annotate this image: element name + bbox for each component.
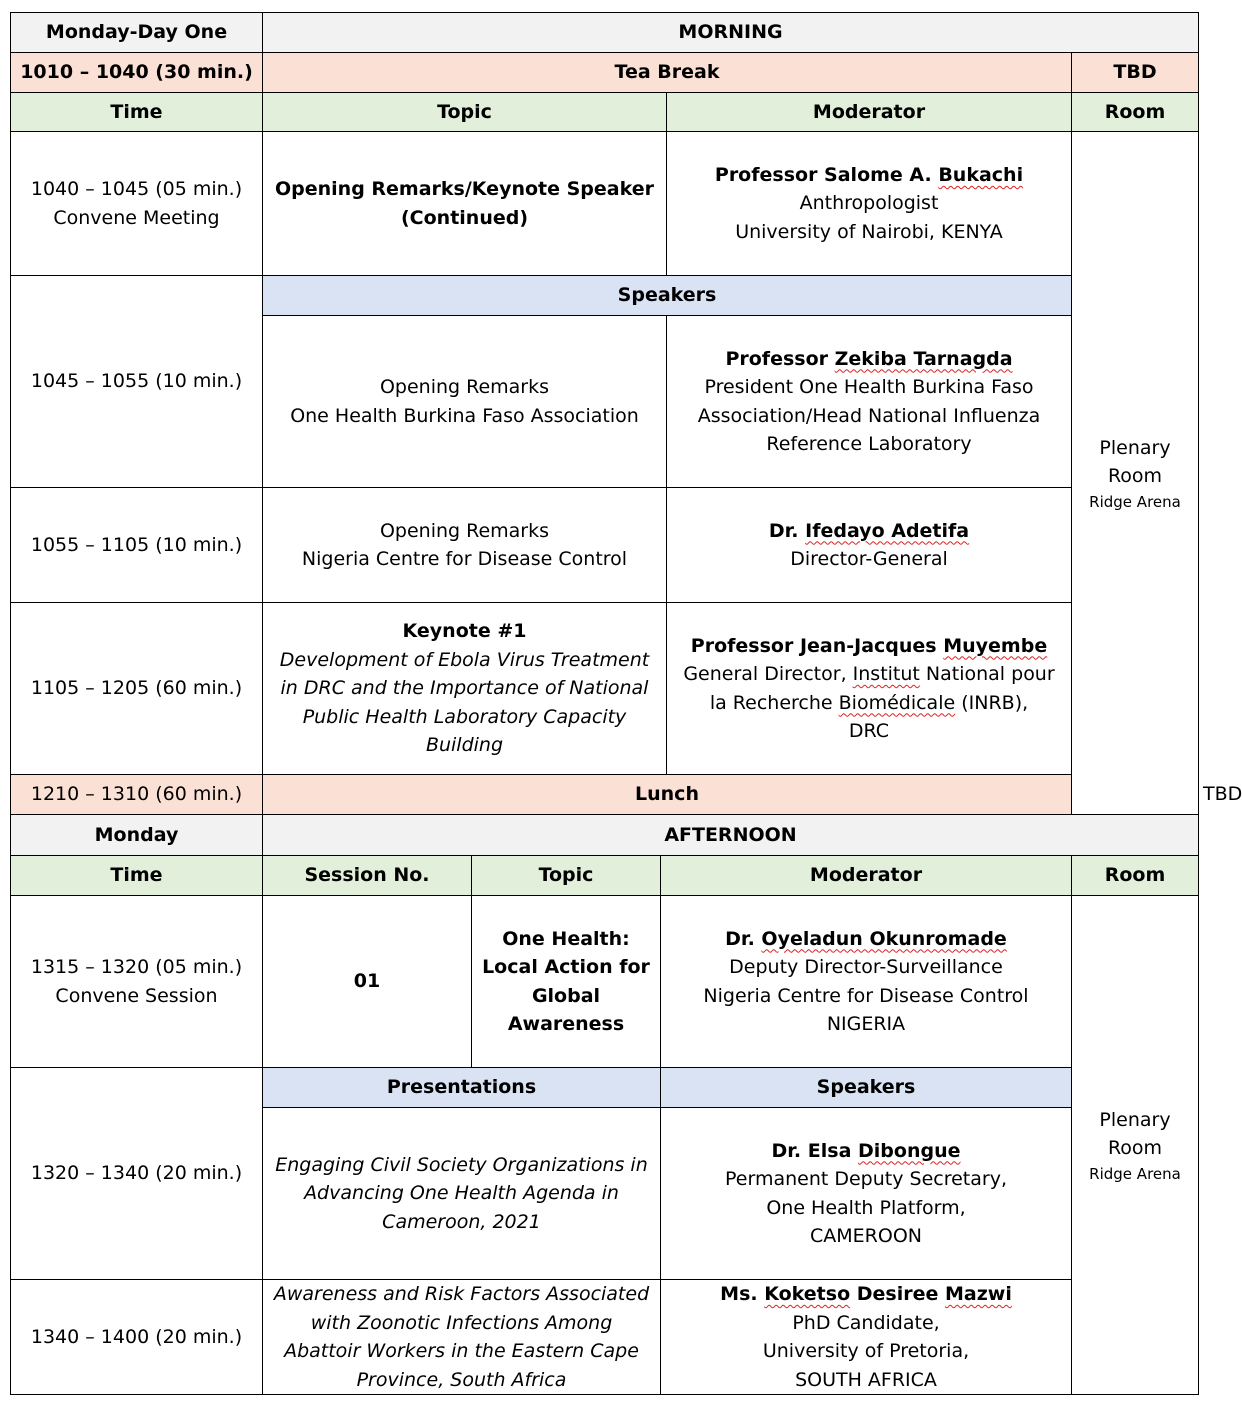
col-header-topic: Topic: [472, 856, 661, 896]
topic-title-cont: Awareness: [507, 1013, 625, 1035]
speaker-surname: Mazwi: [944, 1283, 1012, 1305]
speaker-affiliation: One Health Platform,: [766, 1196, 966, 1219]
session-row: [11, 488, 1199, 603]
time-note: Convene Meeting: [53, 206, 220, 229]
morning-schedule-table: [10, 12, 1242, 815]
col-header-session: Session No.: [263, 856, 472, 896]
room-venue: Ridge Arena: [1089, 1164, 1181, 1183]
topic-description: Building: [425, 734, 504, 757]
moderator-country: DRC: [848, 720, 890, 742]
day-label: Monday-Day One: [11, 13, 263, 53]
col-header-room: Room: [1072, 93, 1199, 132]
role-text: National pour: [919, 663, 1055, 685]
moderator-name-prefix: Professor Jean-Jacques: [690, 634, 944, 657]
moderator-cell: [667, 603, 1072, 775]
speakers-subheader: Speakers: [263, 276, 1072, 316]
presentations-subheader: Presentations: [263, 1068, 661, 1108]
moderator-surname: Bukachi: [938, 163, 1024, 186]
col-header-room: Room: [1072, 856, 1199, 896]
moderator-affiliation: [671, 689, 1067, 718]
moderator-surname: Zekiba Tarnagda: [834, 347, 1013, 370]
topic-description: in DRC and the Importance of National: [280, 677, 649, 700]
speaker-cell: [661, 1108, 1072, 1280]
time-cell: 1340 – 1400 (20 min.): [11, 1280, 263, 1395]
topic-title: One Health:: [502, 927, 630, 950]
presentations-subheader-row: [11, 1068, 1199, 1108]
morning-column-headers: [11, 93, 1199, 132]
speaker-name: [665, 1137, 1067, 1166]
moderator-name-prefix: Professor Salome A.: [714, 163, 939, 186]
speaker-name-prefix: Ms.: [720, 1283, 765, 1305]
conference-schedule: [10, 12, 1242, 1395]
speaker-name: [665, 1280, 1067, 1309]
room-cell: [1072, 132, 1199, 815]
time-cell: [11, 132, 263, 276]
presentation-title-cell: [263, 1280, 661, 1395]
topic-cell: [263, 603, 667, 775]
moderator-name-prefix: Dr.: [725, 927, 762, 950]
speaker-first-name: Koketso: [764, 1283, 851, 1305]
tea-break-time: 1010 – 1040 (30 min.): [11, 53, 263, 93]
speakers-subheader-row: [11, 276, 1199, 316]
presentation-title-cell: [263, 1108, 661, 1280]
afternoon-column-headers: [11, 856, 1199, 896]
topic-title: Opening Remarks: [379, 376, 550, 398]
col-header-topic: Topic: [263, 93, 667, 132]
time-cell: 1105 – 1205 (60 min.): [11, 603, 263, 775]
col-header-time: Time: [11, 93, 263, 132]
speaker-middle-name: Desiree: [850, 1283, 945, 1305]
topic-title: Opening Remarks/Keynote Speaker: [274, 178, 654, 200]
presentation-title-cont: Cameroon, 2021: [382, 1210, 541, 1233]
time-cell: 1320 – 1340 (20 min.): [11, 1068, 263, 1280]
topic-cell: [263, 316, 667, 488]
moderator-surname: Muyembe: [943, 634, 1048, 657]
moderator-role: President One Health Burkina Faso: [704, 376, 1034, 398]
convene-session-row: [11, 896, 1199, 1068]
topic-cell: [263, 488, 667, 603]
speaker-surname: Dibongue: [858, 1139, 961, 1162]
topic-subtitle: (Continued): [400, 206, 529, 229]
affiliation-text-flagged: Biomédicale: [838, 691, 956, 714]
session-row: [11, 603, 1199, 775]
moderator-role: Deputy Director-Surveillance: [729, 956, 1003, 978]
presentation-title: Engaging Civil Society Organizations in: [275, 1153, 648, 1176]
col-header-moderator: Moderator: [667, 93, 1072, 132]
morning-header-row: [11, 13, 1199, 53]
moderator-role-cont: Reference Laboratory: [766, 433, 972, 455]
presentation-title-cont: Abattoir Workers in the Eastern Cape: [284, 1340, 639, 1362]
affiliation-text: (INRB),: [955, 691, 1029, 714]
convene-meeting-row: [11, 132, 1199, 276]
topic-cell: [263, 132, 667, 276]
speakers-subheader: Speakers: [661, 1068, 1072, 1108]
speaker-affiliation: University of Pretoria,: [762, 1340, 970, 1362]
speaker-name-prefix: Dr. Elsa: [771, 1139, 859, 1162]
lunch-row: 1210 – 1310 (60 min.) Lunch TBD: [11, 775, 1199, 815]
topic-title: Opening Remarks: [379, 519, 550, 542]
moderator-name: [665, 925, 1067, 954]
presentation-row: [11, 1280, 1199, 1395]
moderator-surname: Ifedayo Adetifa: [805, 519, 970, 542]
period-label: MORNING: [263, 13, 1199, 53]
topic-organization: One Health Burkina Faso Association: [290, 404, 639, 427]
time-cell: 1055 – 1105 (10 min.): [11, 488, 263, 603]
moderator-name-prefix: Dr.: [768, 519, 806, 542]
time-note: Convene Session: [55, 984, 218, 1007]
time-cell: 1045 – 1055 (10 min.): [11, 276, 263, 488]
lunch-label: Lunch: [263, 775, 1072, 815]
presentation-title-cont: with Zoonotic Infections Among: [310, 1311, 613, 1334]
room-name-line2: Room: [1107, 1137, 1163, 1159]
day-label: Monday: [11, 815, 263, 856]
moderator-name: [671, 632, 1067, 661]
room-venue: Ridge Arena: [1089, 492, 1181, 511]
presentation-title-cont: Province, South Africa: [356, 1368, 567, 1391]
moderator-affiliation: Nigeria Centre for Disease Control: [703, 984, 1029, 1007]
room-cell: [1072, 896, 1199, 1395]
col-header-moderator: Moderator: [661, 856, 1072, 896]
time-range: 1315 – 1320 (05 min.): [30, 956, 243, 978]
period-label: AFTERNOON: [263, 815, 1199, 856]
session-number: 01: [263, 896, 472, 1068]
moderator-affiliation: University of Nairobi, KENYA: [735, 220, 1003, 243]
time-range: 1040 – 1045 (05 min.): [30, 178, 243, 200]
moderator-role: Director-General: [790, 548, 948, 570]
room-name-line2: Room: [1107, 465, 1163, 487]
col-header-time: Time: [11, 856, 263, 896]
moderator-cell: [667, 316, 1072, 488]
speaker-country: SOUTH AFRICA: [795, 1368, 937, 1391]
moderator-role-cont: Association/Head National Influenza: [697, 404, 1041, 427]
tea-break-row: [11, 53, 1199, 93]
topic-title-cont: Global: [531, 984, 601, 1007]
affiliation-text: la Recherche: [709, 691, 839, 714]
speaker-role: Permanent Deputy Secretary,: [725, 1168, 1007, 1190]
moderator-name: [671, 161, 1067, 190]
moderator-role: Anthropologist: [799, 192, 939, 215]
moderator-name: [671, 345, 1067, 374]
moderator-cell: [661, 896, 1072, 1068]
presentation-title: Awareness and Risk Factors Associated: [273, 1283, 650, 1305]
topic-description: Public Health Laboratory Capacity: [302, 705, 627, 728]
speaker-role: PhD Candidate,: [792, 1311, 940, 1334]
afternoon-header-row: [11, 815, 1199, 856]
moderator-cell: [667, 488, 1072, 603]
time-cell: [11, 896, 263, 1068]
topic-title-cont: Local Action for: [482, 956, 650, 978]
topic-organization: Nigeria Centre for Disease Control: [301, 548, 628, 570]
role-text: General Director,: [683, 663, 853, 685]
topic-cell: [472, 896, 661, 1068]
speaker-country: CAMEROON: [810, 1225, 922, 1247]
moderator-name-prefix: Professor: [725, 347, 835, 370]
tea-break-room: TBD: [1072, 53, 1199, 93]
moderator-surname: Oyeladun Okunromade: [761, 927, 1007, 950]
tea-break-label: Tea Break: [263, 53, 1072, 93]
moderator-name: [671, 517, 1067, 546]
moderator-role: [671, 660, 1067, 689]
moderator-cell: [667, 132, 1072, 276]
role-text-flagged: Institut: [852, 663, 920, 685]
room-name-line1: Plenary: [1099, 436, 1171, 459]
topic-description: Development of Ebola Virus Treatment: [279, 648, 650, 671]
room-name-line1: Plenary: [1099, 1108, 1171, 1131]
speaker-cell: [661, 1280, 1072, 1395]
topic-title: Keynote #1: [402, 620, 527, 643]
presentation-title-cont: Advancing One Health Agenda in: [304, 1182, 619, 1205]
lunch-time: 1210 – 1310 (60 min.): [11, 775, 263, 815]
afternoon-schedule-table: [10, 814, 1199, 1395]
moderator-country: NIGERIA: [826, 1013, 906, 1035]
